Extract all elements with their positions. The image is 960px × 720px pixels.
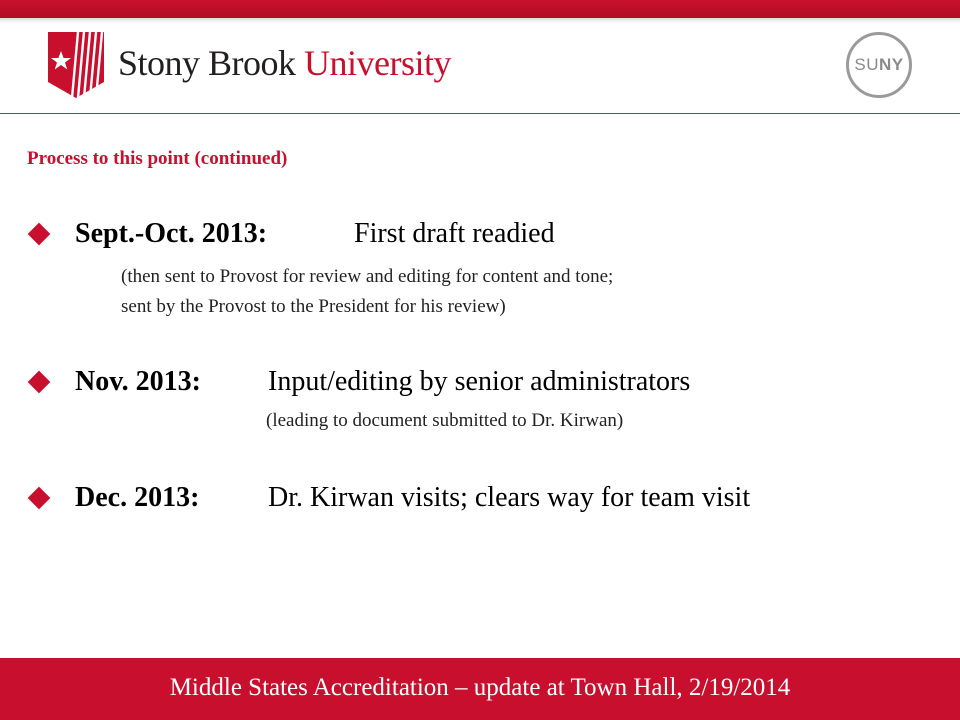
university-logo-icon (48, 32, 104, 103)
timeline-date: Dec. 2013: (75, 482, 200, 513)
footer-text: Middle States Accreditation – update at Town Hall, 2/19/2014 (169, 674, 791, 701)
top-bar-shadow (0, 18, 960, 23)
timeline-date: Sept.-Oct. 2013: (75, 218, 268, 249)
suny-logo-prefix: SU (854, 55, 879, 74)
timeline-note-line: (leading to document submitted to Dr. Kirwan) (266, 410, 624, 431)
timeline-note (121, 262, 613, 322)
bullet-diamond-icon (28, 223, 51, 246)
suny-logo (846, 32, 912, 98)
university-wordmark (118, 42, 451, 84)
suny-logo-suffix: NY (879, 55, 904, 74)
top-accent-bar (0, 0, 960, 18)
header-divider (0, 113, 960, 114)
timeline-description: First draft readied (354, 218, 555, 249)
timeline-description: Dr. Kirwan visits; clears way for team visit (268, 482, 751, 513)
timeline-note (266, 406, 623, 436)
wordmark-part2: University (304, 43, 452, 83)
bullet-diamond-icon (28, 487, 51, 510)
timeline-note-line: sent by the Provost to the President for his review) (121, 296, 506, 317)
timeline-date: Nov. 2013: (75, 366, 201, 397)
section-title: Process to this point (continued) (27, 148, 288, 169)
wordmark-part1: Stony Brook (118, 43, 296, 83)
timeline-note-line: (then sent to Provost for review and editing for content and tone; (121, 266, 614, 287)
timeline-description: Input/editing by senior administrators (268, 366, 691, 397)
bullet-diamond-icon (28, 371, 51, 394)
